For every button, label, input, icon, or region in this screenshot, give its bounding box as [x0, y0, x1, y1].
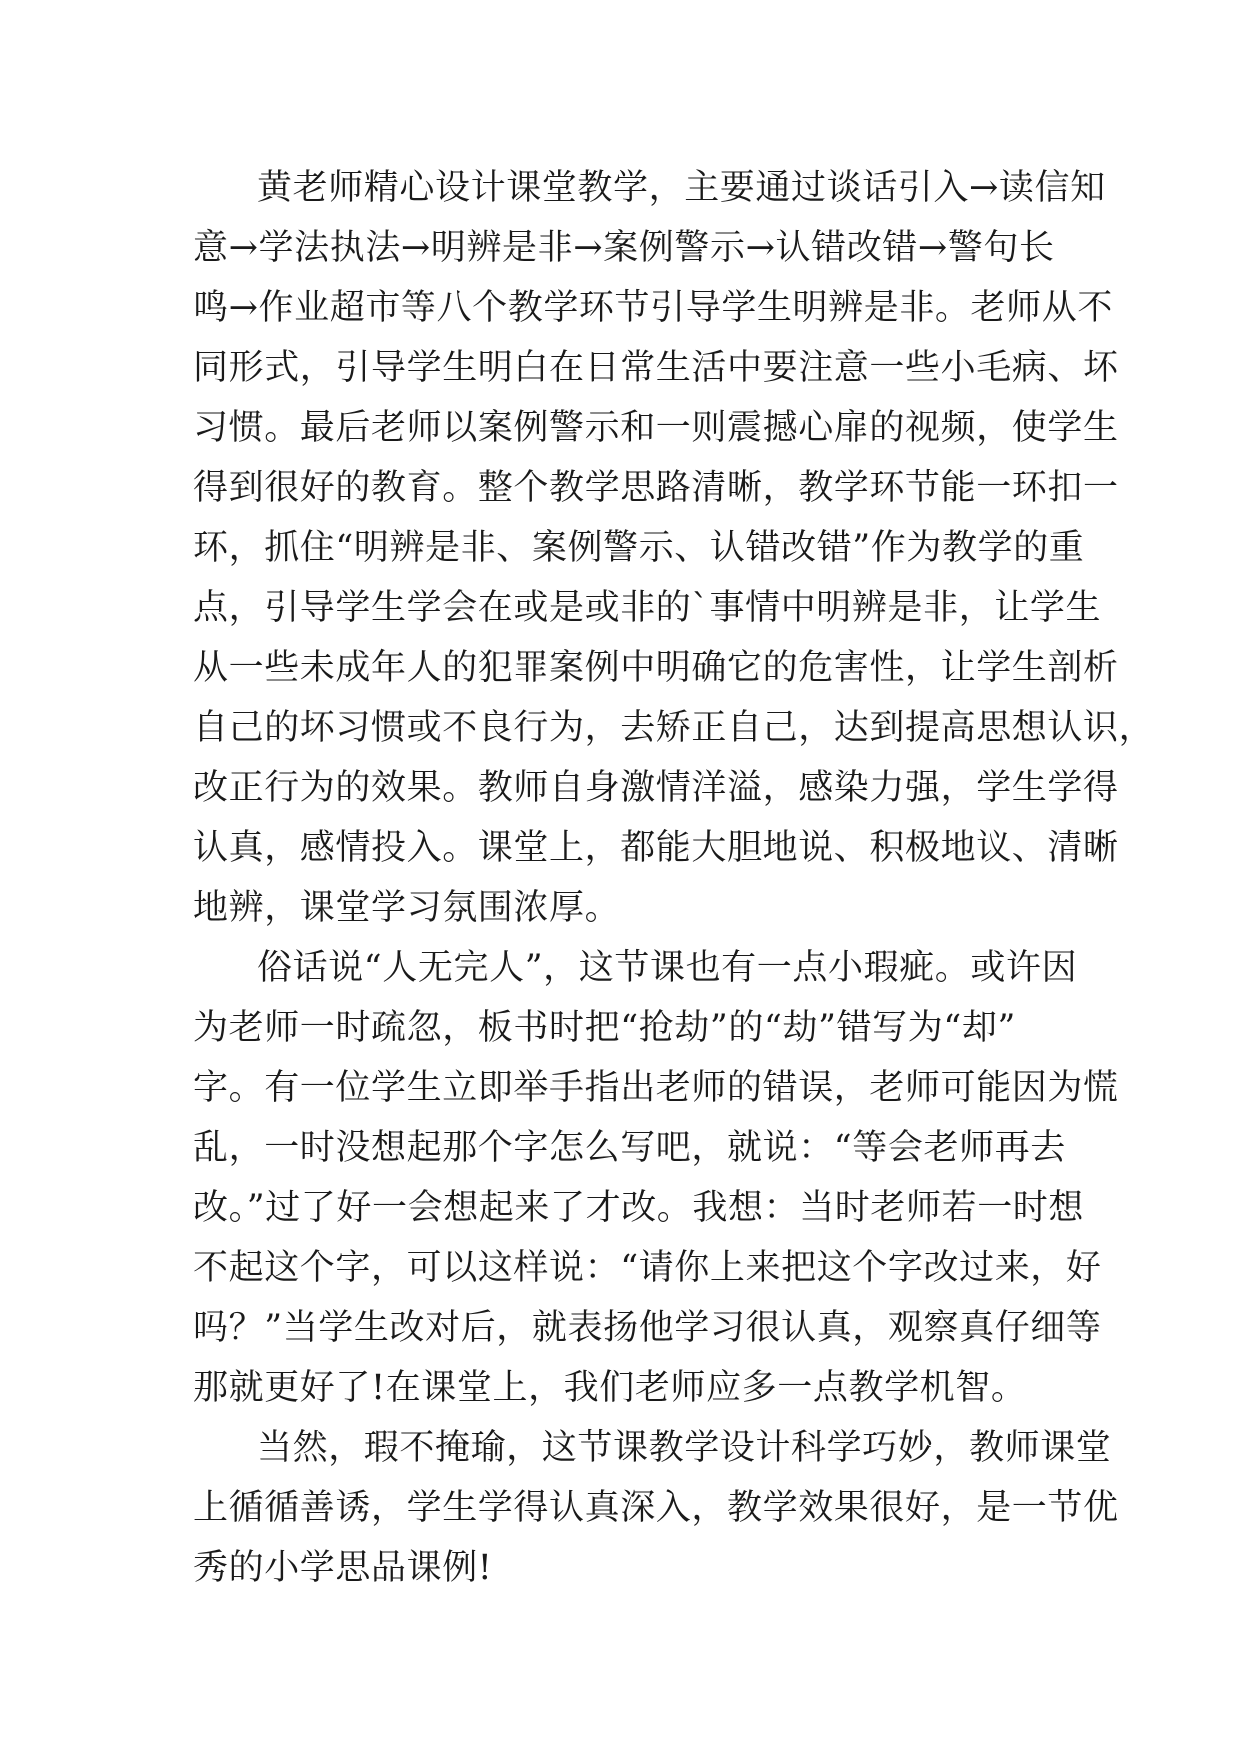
text-line: 俗话说“人无完人”，这节课也有一点小瑕疵。或许因 [257, 948, 1078, 988]
paragraph-2 [193, 938, 1119, 1418]
text-line: 不起这个字，可以这样说：“请你上来把这个字改过来，好 [193, 1248, 1102, 1288]
document-body [193, 158, 1155, 1598]
text-line: 点，引导学生学会在或是或非的`事情中明辨是非，让学生 [193, 588, 1102, 628]
paragraph-3 [193, 1418, 1119, 1598]
text-line: 字。有一位学生立即举手指出老师的错误，老师可能因为慌 [193, 1068, 1119, 1108]
text-line: 环，抓住“明辨是非、案例警示、认错改错”作为教学的重 [193, 528, 1085, 568]
text-line: 上循循善诱，学生学得认真深入，教学效果很好，是一节优 [193, 1488, 1119, 1528]
text-line: 那就更好了!在课堂上，我们老师应多一点教学机智。 [193, 1368, 1027, 1408]
text-line: 习惯。最后老师以案例警示和一则震撼心扉的视频，使学生 [193, 408, 1119, 448]
text-line: 改正行为的效果。教师自身激情洋溢，感染力强，学生学得 [193, 768, 1119, 808]
text-line: 当然，瑕不掩瑜，这节课教学设计科学巧妙，教师课堂 [257, 1428, 1112, 1468]
text-line: 吗？”当学生改对后，就表扬他学习很认真，观察真仔细等 [193, 1308, 1102, 1348]
text-line: 秀的小学思品课例! [193, 1548, 493, 1588]
text-line: 改。”过了好一会想起来了才改。我想：当时老师若一时想 [193, 1188, 1084, 1228]
text-line: 同形式，引导学生明白在日常生活中要注意一些小毛病、坏 [193, 348, 1119, 388]
text-line: 地辨，课堂学习氛围浓厚。 [193, 888, 621, 928]
text-line: 黄老师精心设计课堂教学，主要通过谈话引入→读信知 [257, 168, 1106, 208]
text-line: 意→学法执法→明辨是非→案例警示→认错改错→警句长 [193, 228, 1055, 268]
text-line: 从一些未成年人的犯罪案例中明确它的危害性，让学生剖析 [193, 648, 1119, 688]
text-line: 得到很好的教育。整个教学思路清晰，教学环节能一环扣一 [193, 468, 1119, 508]
text-line: 自己的坏习惯或不良行为，去矫正自己，达到提高思想认识， [193, 708, 1155, 748]
text-line: 鸣→作业超市等八个教学环节引导学生明辨是非。老师从不 [193, 288, 1113, 328]
text-line: 认真，感情投入。课堂上，都能大胆地说、积极地议、清晰 [193, 828, 1119, 868]
text-line: 乱，一时没想起那个字怎么写吧，就说：“等会老师再去 [193, 1128, 1066, 1168]
text-line: 为老师一时疏忽，板书时把“抢劫”的“劫”错写为“却” [193, 1008, 1016, 1048]
paragraph-1 [193, 158, 1155, 938]
